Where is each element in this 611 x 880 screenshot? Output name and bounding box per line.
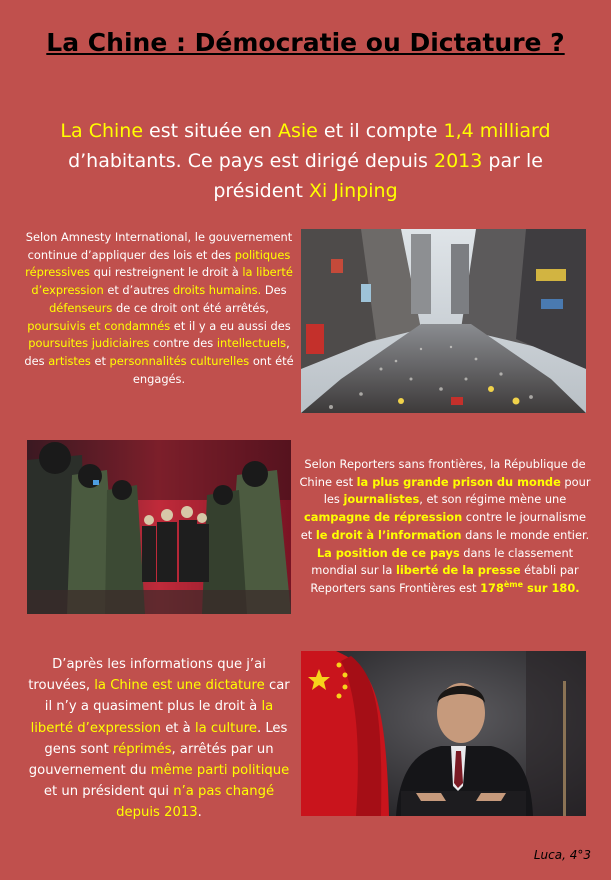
para-highlight: intellectuels — [216, 336, 287, 351]
intro-paragraph — [30, 116, 581, 206]
para-highlight: sur 180. — [523, 580, 580, 595]
para-highlight: poursuivis et condamnés — [27, 318, 171, 333]
para-text: dans le classement mondial sur la — [311, 545, 574, 578]
para-text: établi par Reporters sans Frontières est — [310, 563, 579, 595]
para-text: et — [90, 353, 110, 368]
intro-highlight: 2013 — [434, 150, 483, 172]
para-highlight: la Chine est une dictature — [94, 678, 265, 694]
para-text: contre le journalisme et — [300, 510, 586, 542]
para-highlight: le droit à l’information — [315, 527, 462, 542]
para-text: et à — [161, 720, 195, 736]
para-text: , des — [24, 336, 290, 368]
para-text: dans le monde entier. — [461, 527, 590, 542]
para-text: . — [197, 805, 202, 821]
para-text: ont été engagés. — [132, 353, 294, 386]
rsf-paragraph — [297, 456, 593, 598]
para-text: . Les gens sont — [44, 720, 288, 757]
para-text: de ce droit ont été arrêtés, — [112, 300, 269, 315]
para-text: contre des — [149, 336, 217, 351]
ranking-suffix: ème — [503, 580, 524, 590]
para-highlight: réprimés — [113, 741, 172, 757]
para-text: , arrêtés par un gouvernement du — [28, 741, 274, 779]
intro-highlight: 1,4 milliard — [443, 120, 551, 142]
para-highlight: la liberté d’expression — [30, 699, 274, 736]
para-text: car il n’y a quasiment plus le droit à — [44, 678, 290, 715]
protest-crowd-photo — [301, 229, 586, 413]
para-text: Des — [261, 283, 287, 298]
para-highlight: la liberté d’expression — [31, 265, 293, 298]
para-text: et il y a eu aussi des — [170, 318, 291, 333]
president-portrait-photo — [301, 651, 586, 816]
conclusion-paragraph — [26, 654, 292, 824]
para-text: pour les — [323, 474, 591, 507]
para-text: Selon Reporters sans frontières, la République de Chine est — [299, 457, 586, 489]
intro-text: est située en — [143, 120, 278, 142]
intro-text: d’habitants. Ce pays est dirigé depuis — [68, 150, 434, 172]
para-highlight: la culture — [194, 720, 257, 736]
para-highlight: liberté de la presse — [395, 563, 521, 578]
ranking-number: 178 — [480, 580, 504, 595]
page-title: La Chine : Démocratie ou Dictature ? — [46, 28, 565, 57]
amnesty-paragraph — [22, 229, 296, 388]
para-text: D’après les informations que j’ai trouvées, — [28, 657, 266, 694]
para-highlight: journalistes — [343, 492, 420, 507]
para-highlight: La position de ce pays — [316, 545, 460, 560]
intro-highlight: La Chine — [60, 120, 144, 142]
intro-highlight: Asie — [278, 120, 318, 142]
intro-text: par le président — [213, 150, 543, 202]
para-highlight: défenseurs — [49, 300, 113, 315]
para-highlight: n’a pas changé depuis 2013 — [116, 784, 275, 821]
intro-text: et il compte — [317, 120, 444, 142]
para-highlight: même parti politique — [150, 763, 290, 779]
para-highlight: campagne de répression — [304, 510, 463, 525]
author-signature: Luca, 4°3 — [533, 848, 591, 862]
intro-highlight: Xi Jinping — [308, 180, 398, 202]
para-text: qui restreignent le droit à — [90, 265, 243, 280]
para-text: , et son régime mène une — [419, 492, 567, 507]
para-text: et d’autres — [103, 283, 173, 298]
para-highlight: artistes — [48, 353, 91, 368]
para-highlight: politiques répressives — [25, 247, 291, 280]
para-highlight: la plus grande prison du monde — [356, 474, 561, 489]
para-text: et un président qui — [43, 784, 174, 800]
para-highlight: droits humains. — [172, 283, 262, 298]
para-highlight: personnalités culturelles — [109, 353, 250, 368]
para-highlight: poursuites judiciaires — [28, 336, 150, 351]
para-text: Selon Amnesty International, le gouvernement continue d’appliquer des lois et des — [25, 230, 293, 262]
riot-police-photo — [27, 440, 291, 614]
